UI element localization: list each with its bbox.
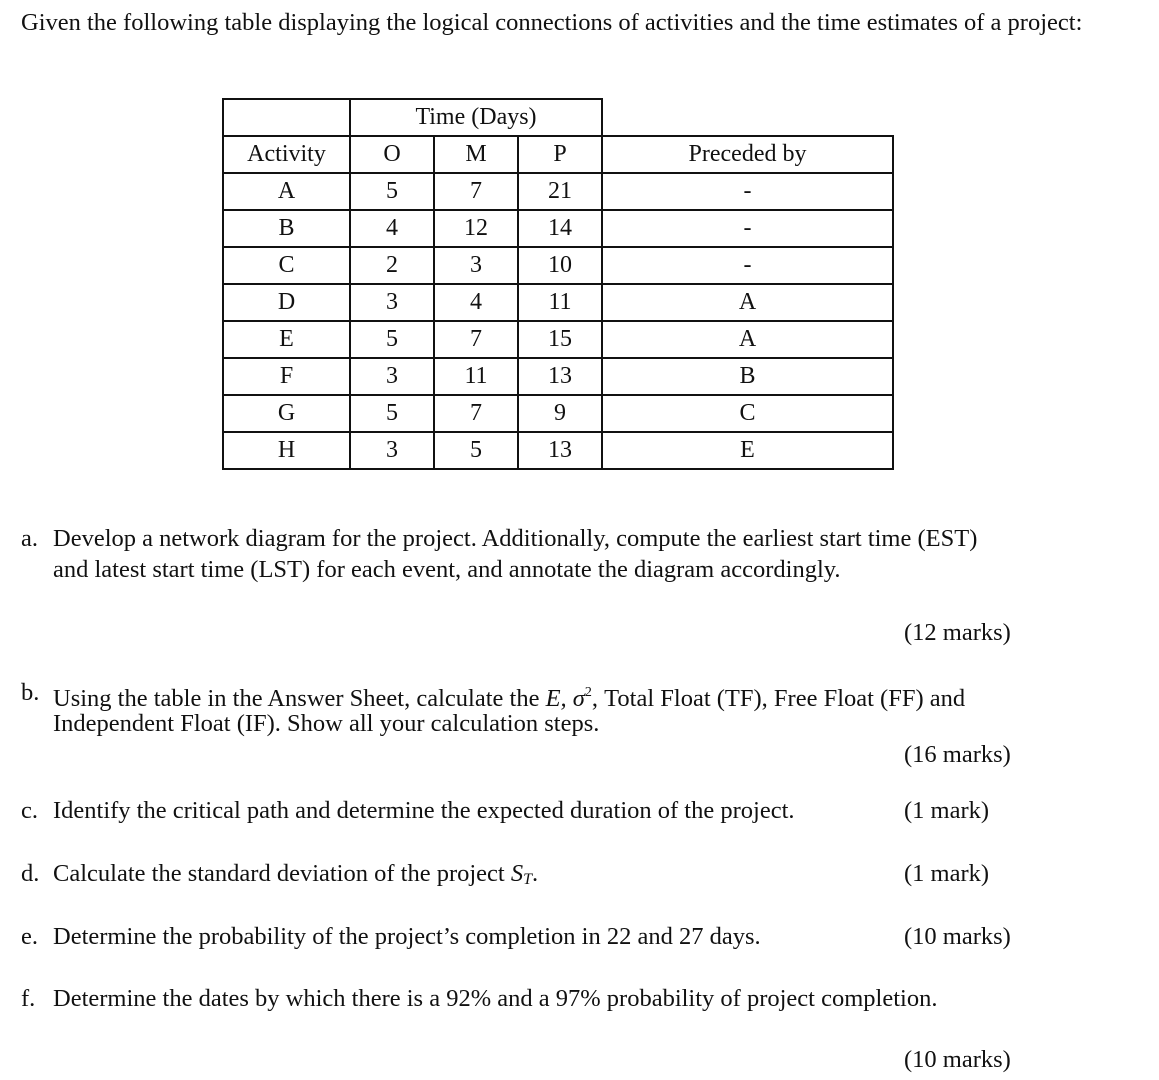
- question-d-marks: (1 mark): [904, 860, 990, 887]
- question-c-text: Identify the critical path and determine the expected duration of the project.: [53, 797, 795, 824]
- question-f-text: Determine the dates by which there is a 92% and a 97% probability of project completion.: [53, 985, 938, 1012]
- question-b-expected-symbol: E,: [545, 685, 567, 712]
- intro-paragraph: Given the following table displaying the logical connections of activities and the time estimates of a project:: [21, 9, 1083, 36]
- question-d-text-main: Calculate the standard deviation of the project: [53, 860, 511, 887]
- cell-p: 21: [518, 173, 602, 210]
- cell-m: 7: [434, 321, 518, 358]
- question-e-letter: e.: [21, 923, 38, 950]
- cell-m: 3: [434, 247, 518, 284]
- cell-activity: E: [223, 321, 350, 358]
- question-b-line1-post: , Total Float (TF), Free Float (FF) and: [591, 685, 966, 712]
- table-row: [223, 358, 893, 395]
- question-e-marks: (10 marks): [904, 923, 1011, 950]
- cell-preceded: C: [602, 395, 893, 432]
- header-blank-cell-right: [602, 99, 893, 136]
- cell-preceded: A: [602, 321, 893, 358]
- question-d-symbol: S: [510, 860, 524, 887]
- question-b-square: 2: [584, 685, 592, 700]
- cell-preceded: -: [602, 210, 893, 247]
- cell-activity: H: [223, 432, 350, 469]
- question-b-sigma-symbol: σ: [572, 685, 585, 712]
- cell-preceded: E: [602, 432, 893, 469]
- time-days-header: Time (Days): [350, 99, 602, 136]
- question-b-line1-pre: Using the table in the Answer Sheet, calculate the: [53, 685, 546, 712]
- cell-p: 11: [518, 284, 602, 321]
- header-preceded-by: Preceded by: [602, 136, 893, 173]
- table-row: [223, 321, 893, 358]
- question-d-end: .: [532, 860, 539, 887]
- cell-p: 9: [518, 395, 602, 432]
- cell-activity: A: [223, 173, 350, 210]
- cell-o: 3: [350, 284, 434, 321]
- question-b-marks: (16 marks): [904, 741, 1011, 768]
- cell-activity: B: [223, 210, 350, 247]
- cell-preceded: -: [602, 173, 893, 210]
- question-d-subscript: T: [523, 871, 532, 888]
- table-row: [223, 432, 893, 469]
- cell-p: 14: [518, 210, 602, 247]
- table-header-row: [223, 136, 893, 173]
- cell-p: 15: [518, 321, 602, 358]
- cell-m: 7: [434, 395, 518, 432]
- cell-o: 3: [350, 432, 434, 469]
- question-b-letter: b.: [21, 679, 40, 706]
- cell-o: 2: [350, 247, 434, 284]
- question-d-letter: d.: [21, 860, 40, 887]
- cell-m: 12: [434, 210, 518, 247]
- cell-o: 5: [350, 321, 434, 358]
- question-e-text: Determine the probability of the project’s completion in 22 and 27 days.: [53, 923, 761, 950]
- cell-m: 5: [434, 432, 518, 469]
- table-row: [223, 247, 893, 284]
- cell-preceded: B: [602, 358, 893, 395]
- cell-m: 11: [434, 358, 518, 395]
- question-f-marks: (10 marks): [904, 1046, 1011, 1073]
- cell-activity: F: [223, 358, 350, 395]
- cell-o: 5: [350, 173, 434, 210]
- header-most-likely: M: [434, 136, 518, 173]
- cell-o: 4: [350, 210, 434, 247]
- header-pessimistic: P: [518, 136, 602, 173]
- cell-activity: D: [223, 284, 350, 321]
- activity-time-table: [222, 98, 894, 470]
- cell-m: 4: [434, 284, 518, 321]
- table-row: [223, 284, 893, 321]
- cell-p: 10: [518, 247, 602, 284]
- cell-p: 13: [518, 358, 602, 395]
- cell-preceded: -: [602, 247, 893, 284]
- cell-o: 5: [350, 395, 434, 432]
- header-activity: Activity: [223, 136, 350, 173]
- table-row: [223, 210, 893, 247]
- question-a-marks: (12 marks): [904, 619, 1011, 646]
- header-blank-cell: [223, 99, 350, 136]
- table-row: [223, 173, 893, 210]
- table-group-header-row: [223, 99, 893, 136]
- question-c-marks: (1 mark): [904, 797, 990, 824]
- cell-activity: G: [223, 395, 350, 432]
- question-f-letter: f.: [21, 985, 36, 1012]
- question-a-line1: Develop a network diagram for the project. Additionally, compute the earliest start time (EST): [53, 525, 978, 552]
- cell-preceded: A: [602, 284, 893, 321]
- question-a-line2: and latest start time (LST) for each event, and annotate the diagram accordingly.: [53, 556, 841, 583]
- question-c-letter: c.: [21, 797, 38, 824]
- cell-o: 3: [350, 358, 434, 395]
- table-row: [223, 395, 893, 432]
- question-a-letter: a.: [21, 525, 38, 552]
- cell-activity: C: [223, 247, 350, 284]
- question-b-line2: Independent Float (IF). Show all your calculation steps.: [53, 710, 600, 737]
- header-optimistic: O: [350, 136, 434, 173]
- question-d-text: [53, 858, 538, 895]
- cell-m: 7: [434, 173, 518, 210]
- cell-p: 13: [518, 432, 602, 469]
